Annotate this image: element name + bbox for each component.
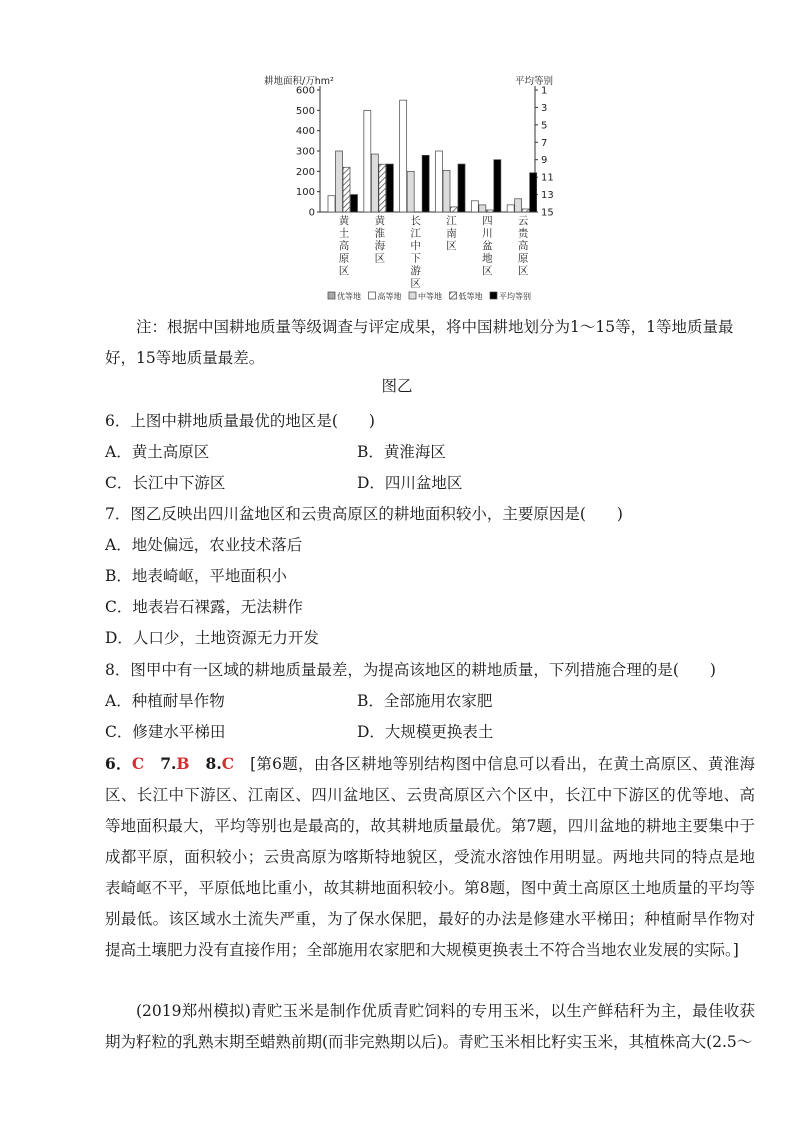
right-tick-label: 15 bbox=[541, 207, 554, 219]
answer-6-letter: C bbox=[131, 754, 145, 773]
right-tick-label: 5 bbox=[541, 120, 548, 132]
bar-中等地-黄淮海区 bbox=[371, 154, 378, 212]
right-tick-label: 7 bbox=[541, 137, 548, 149]
right-axis-title: 平均等别 bbox=[515, 76, 554, 87]
bar-高等地-长江中下游区 bbox=[400, 100, 407, 212]
left-tick-label: 200 bbox=[295, 166, 315, 178]
explanation-text: [第6题，由各区耕地等别结构图中信息可以看出，在黄土高原区、黄淮海区、长江中下游区、江南区、四川盆地区、云贵高原区六个区中，长江中下游区的优等地、高等地面积最大，平均等别也是最高的，故其耕地质量最优。第7题，四川盆地的耕地主要集中于成都平原，面积较小；云贵高原为喀斯特地貌区，受流水溶蚀作用明显。两地共同的特点是地表崎岖不平，平原低地比重小，故其耕地面积较小。第8题，图中黄土高原区土地质量的平均等别最低。该区域水土流失严重，为了保水保肥，最好的办法是修建水平梯田；种植耐旱作物对提高土壤肥力没有直接作用；全部施用农家肥和大规模更换表土不符合当地农业发展的实际。] bbox=[105, 755, 755, 959]
legend-swatch-低等地 bbox=[450, 292, 457, 299]
bar-中等地-云贵高原区 bbox=[515, 199, 522, 212]
next-passage bbox=[105, 996, 755, 1058]
question-8-option-b: B．全部施用农家肥 bbox=[357, 692, 493, 710]
bar-低等地-黄土高原区 bbox=[343, 167, 350, 212]
chart-note bbox=[105, 312, 754, 374]
passage-text: (2019郑州模拟)青贮玉米是制作优质青贮饲料的专用玉米，以生产鲜秸秆为主，最佳收获期为籽粒的乳熟末期至蜡熟前期(而非完熟期以后)。青贮玉米相比籽实玉米，其植株高大(2.5～ bbox=[105, 1002, 755, 1051]
bar-平均等别-黄淮海区 bbox=[386, 164, 393, 212]
right-tick-label: 13 bbox=[541, 190, 554, 202]
note-line-1: 注：根据中国耕地质量等级调查与评定成果，将中国耕地划分为1～15等，1等地质量最 bbox=[136, 318, 734, 336]
legend-label: 低等地 bbox=[458, 292, 483, 301]
legend-swatch-高等地 bbox=[369, 292, 376, 299]
question-6-option-d: D．四川盆地区 bbox=[357, 474, 463, 492]
left-tick-label: 100 bbox=[295, 187, 315, 199]
bar-中等地-黄土高原区 bbox=[336, 151, 343, 212]
answer-8-number: 8. bbox=[205, 754, 222, 773]
question-6-option-c: C．长江中下游区 bbox=[105, 474, 226, 492]
category-label: 江南区 bbox=[446, 215, 457, 252]
question-7-stem: 7．图乙反映出四川盆地区和云贵高原区的耕地面积较小，主要原因是( ) bbox=[105, 505, 623, 523]
bar-低等地-黄淮海区 bbox=[379, 164, 386, 212]
bar-低等地-江南区 bbox=[451, 207, 458, 212]
left-axis-title: 耕地面积/万hm² bbox=[264, 76, 334, 87]
category-label: 四川盆地区 bbox=[482, 215, 493, 277]
answer-7-letter: B bbox=[176, 754, 190, 773]
legend-swatch-平均等别 bbox=[490, 292, 497, 299]
left-tick-label: 400 bbox=[295, 126, 315, 138]
right-tick-label: 9 bbox=[541, 155, 548, 167]
question-8-option-a: A．种植耐旱作物 bbox=[105, 692, 225, 710]
right-tick-label: 3 bbox=[541, 102, 548, 114]
left-tick-label: 500 bbox=[295, 105, 315, 117]
bar-平均等别-长江中下游区 bbox=[422, 155, 429, 212]
answer-7-number: 7. bbox=[160, 754, 177, 773]
question-7-option-c: C．地表岩石裸露，无法耕作 bbox=[105, 598, 303, 616]
figure-caption: 图乙 bbox=[381, 377, 413, 395]
bar-低等地-四川盆地区 bbox=[486, 210, 493, 212]
question-7-option-a: A．地处偏远，农业技术落后 bbox=[105, 536, 303, 554]
legend-label: 优等地 bbox=[337, 292, 361, 301]
question-6-option-a: A．黄土高原区 bbox=[105, 443, 210, 461]
bar-低等地-云贵高原区 bbox=[522, 209, 529, 212]
answer-8-letter: C bbox=[221, 754, 235, 773]
bar-高等地-黄土高原区 bbox=[328, 196, 335, 212]
note-line-2: 好，15等地质量最差。 bbox=[105, 349, 265, 367]
category-label: 云贵高原区 bbox=[517, 215, 529, 277]
legend-swatch-中等地 bbox=[409, 292, 416, 299]
question-6-option-b: B．黄淮海区 bbox=[357, 443, 446, 461]
question-6-stem: 6．上图中耕地质量最优的地区是( ) bbox=[105, 412, 375, 430]
category-label: 黄淮海区 bbox=[374, 215, 386, 265]
farmland-grade-chart bbox=[260, 70, 590, 308]
bar-高等地-黄淮海区 bbox=[364, 110, 371, 212]
left-tick-label: 600 bbox=[295, 85, 315, 97]
left-tick-label: 300 bbox=[295, 146, 315, 158]
question-8-option-c: C．修建水平梯田 bbox=[105, 723, 226, 741]
bar-高等地-江南区 bbox=[436, 151, 443, 212]
question-7-option-d: D．人口少，土地资源无力开发 bbox=[105, 629, 319, 647]
category-label: 长江中下游区 bbox=[410, 215, 421, 290]
question-8-stem: 8．图甲中有一区域的耕地质量最差，为提高该地区的耕地质量，下列措施合理的是( ) bbox=[105, 661, 716, 679]
left-tick-label: 0 bbox=[308, 207, 315, 219]
right-tick-label: 1 bbox=[541, 85, 548, 97]
bar-高等地-云贵高原区 bbox=[507, 205, 514, 212]
legend-label: 中等地 bbox=[418, 292, 442, 301]
bar-中等地-江南区 bbox=[443, 170, 450, 212]
answer-6-number: 6． bbox=[105, 754, 132, 773]
legend-label: 平均等别 bbox=[499, 292, 531, 301]
bar-中等地-四川盆地区 bbox=[479, 205, 486, 212]
bar-平均等别-江南区 bbox=[458, 164, 465, 212]
legend-swatch-优等地 bbox=[328, 292, 335, 299]
answer-explanation bbox=[105, 748, 755, 966]
question-8-option-d: D．大规模更换表土 bbox=[357, 723, 494, 741]
bar-平均等别-黄土高原区 bbox=[351, 195, 358, 212]
question-7-option-b: B．地表崎岖，平地面积小 bbox=[105, 567, 287, 585]
legend-label: 高等地 bbox=[377, 292, 402, 301]
bar-高等地-四川盆地区 bbox=[471, 201, 478, 212]
bar-平均等别-云贵高原区 bbox=[530, 173, 537, 212]
right-tick-label: 11 bbox=[541, 172, 554, 184]
category-label: 黄土高原区 bbox=[338, 215, 350, 277]
bar-中等地-长江中下游区 bbox=[407, 171, 414, 212]
bar-平均等别-四川盆地区 bbox=[494, 160, 501, 212]
